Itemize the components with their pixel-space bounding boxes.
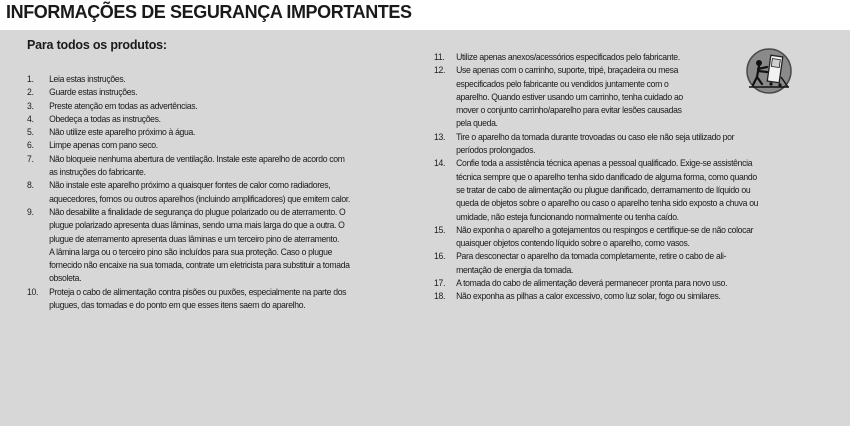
item-number: 11. — [434, 51, 445, 62]
item-text-line: Preste atenção em todas as advertências. — [49, 99, 198, 111]
item-text-line: Não exponha as pilhas a calor excessivo, como luz solar, fogo ou similares. — [456, 290, 721, 302]
safety-panel — [0, 30, 850, 426]
list-item — [434, 289, 807, 302]
item-number: 17. — [434, 277, 446, 289]
item-number: 10. — [27, 285, 39, 297]
item-text-line: Não utilize este aparelho próximo à água. — [49, 126, 196, 138]
item-number: 6. — [27, 139, 34, 151]
item-text-line: Guarde estas instruções. — [49, 86, 138, 98]
item-text — [49, 85, 388, 98]
item-number: 16. — [434, 250, 446, 262]
list-item — [27, 152, 388, 179]
item-text — [456, 289, 807, 302]
item-text-line: queda de objetos sobre o aparelho ou caso o aparelho tenha sido exposto a chuva ou — [456, 197, 759, 209]
item-text-line: aparelho. Quando estiver usando um carrinho, tenha cuidado ao — [456, 90, 683, 102]
item-text-line: fornecido não encaixe na sua tomada, contrate um eletricista para substituir a tomada — [49, 259, 350, 271]
list-item — [27, 112, 388, 125]
list-item — [27, 85, 388, 98]
item-text-line: obsoleta. — [49, 272, 82, 284]
item-number: 14. — [434, 157, 446, 169]
item-text-line: Não desabilite a finalidade de segurança do plugue polarizado ou de aterramento. O — [49, 205, 346, 217]
item-text-line: A tomada do cabo de alimentação deverá permanecer pronta para novo uso. — [456, 277, 728, 289]
item-text-line: técnica sempre que o aparelho tenha sido danificado de alguma forma, como quando — [456, 170, 757, 182]
item-text-line: Não exponha o aparelho a gotejamentos ou respingos e certifique-se de não colocar — [456, 223, 754, 235]
item-text-line: Use apenas com o carrinho, suporte, tripé, braçadeira ou mesa — [456, 64, 679, 76]
item-text — [49, 285, 388, 312]
item-text — [49, 72, 388, 85]
item-text — [456, 249, 807, 276]
list-item — [27, 72, 388, 85]
instruction-list-left — [27, 72, 419, 311]
list-item — [27, 285, 388, 312]
item-text — [49, 152, 388, 179]
item-text — [49, 138, 388, 151]
item-text — [49, 178, 388, 205]
item-text — [49, 112, 388, 125]
item-number: 18. — [434, 290, 446, 302]
item-number: 2. — [27, 86, 34, 98]
item-number: 3. — [27, 99, 34, 111]
item-text-line: as instruções do fabricante. — [49, 166, 146, 178]
list-item — [27, 99, 388, 112]
item-text-line: pela queda. — [456, 117, 498, 129]
list-item — [434, 223, 807, 250]
item-number: 7. — [27, 152, 34, 164]
list-item — [27, 125, 388, 138]
item-text — [456, 276, 807, 289]
item-text-line: Obedeça a todas as instruções. — [49, 112, 161, 124]
list-item — [434, 130, 807, 157]
list-item — [434, 156, 807, 222]
item-text — [49, 99, 388, 112]
item-text — [456, 130, 807, 157]
item-text-line: mover o conjunto carrinho/aparelho para evitar lesões causadas — [456, 104, 682, 116]
item-text-line: Utilize apenas anexos/acessórios especificados pelo fabricante. — [456, 51, 680, 62]
page-title: INFORMAÇÕES DE SEGURANÇA IMPORTANTES — [6, 2, 412, 22]
list-item — [27, 178, 388, 205]
item-text-line: plugue polarizado apresenta duas lâminas, sendo uma mais larga do que a outra. O — [49, 219, 345, 231]
item-text-line: Tire o aparelho da tomada durante trovoadas ou caso ele não seja utilizado por — [456, 130, 735, 142]
item-text-line: Não instale este aparelho próximo a quaisquer fontes de calor como radiadores, — [49, 179, 331, 191]
section-heading: Para todos os produtos: — [27, 38, 167, 52]
item-text-line: mentação de energia da tomada. — [456, 263, 574, 275]
item-text — [49, 205, 388, 285]
item-text-line: especificados pelo fabricante ou vendidos juntamente com o — [456, 77, 669, 89]
item-text-line: A lâmina larga ou o terceiro pino são incluídos para sua proteção. Caso o plugue — [49, 245, 333, 257]
item-text-line: Não bloqueie nenhuma abertura de ventilação. Instale este aparelho de acordo com — [49, 152, 345, 164]
list-item — [434, 249, 807, 276]
item-text-line: Proteja o cabo de alimentação contra pisões ou puxões, especialmente na parte dos — [49, 285, 347, 297]
item-text-line: Limpe apenas com pano seco. — [49, 139, 158, 151]
item-number: 5. — [27, 126, 34, 138]
item-text-line: plugue de aterramento apresenta duas lâminas e um terceiro pino de aterramento. — [49, 232, 340, 244]
item-number: 9. — [27, 205, 34, 217]
item-text — [49, 125, 388, 138]
list-item — [27, 138, 388, 151]
item-number: 1. — [27, 73, 34, 84]
item-text-line: umidade, não esteja funcionando normalmente ou tenha caído. — [456, 210, 679, 222]
item-number: 15. — [434, 223, 446, 235]
list-item — [434, 276, 807, 289]
item-text-line: plugues, das tomadas e do ponto em que esses itens saem do aparelho. — [49, 299, 306, 311]
item-text — [456, 223, 807, 250]
item-text — [456, 156, 807, 222]
item-text-line: aquecedores, fornos ou outros aparelhos (incluindo amplificadores) que emitem calor. — [49, 192, 350, 204]
item-number: 4. — [27, 112, 34, 124]
item-number: 12. — [434, 64, 446, 76]
list-item — [27, 205, 388, 285]
item-text-line: Para desconectar o aparelho da tomada completamente, retire o cabo de ali- — [456, 250, 727, 262]
item-text-line: Leia estas instruções. — [49, 73, 126, 84]
item-number: 13. — [434, 130, 446, 142]
item-number: 8. — [27, 179, 34, 191]
item-text-line: Confie toda a assistência técnica apenas a pessoal qualificado. Exige-se assistência — [456, 157, 753, 169]
item-text-line: se tratar de cabo de alimentação ou plugue danificado, derramamento de líquido ou — [456, 183, 751, 195]
cart-tip-over-warning-icon — [745, 47, 793, 95]
item-text-line: quaisquer objetos contendo líquido sobre o aparelho, como vasos. — [456, 237, 690, 249]
item-text-line: períodos prolongados. — [456, 144, 536, 156]
